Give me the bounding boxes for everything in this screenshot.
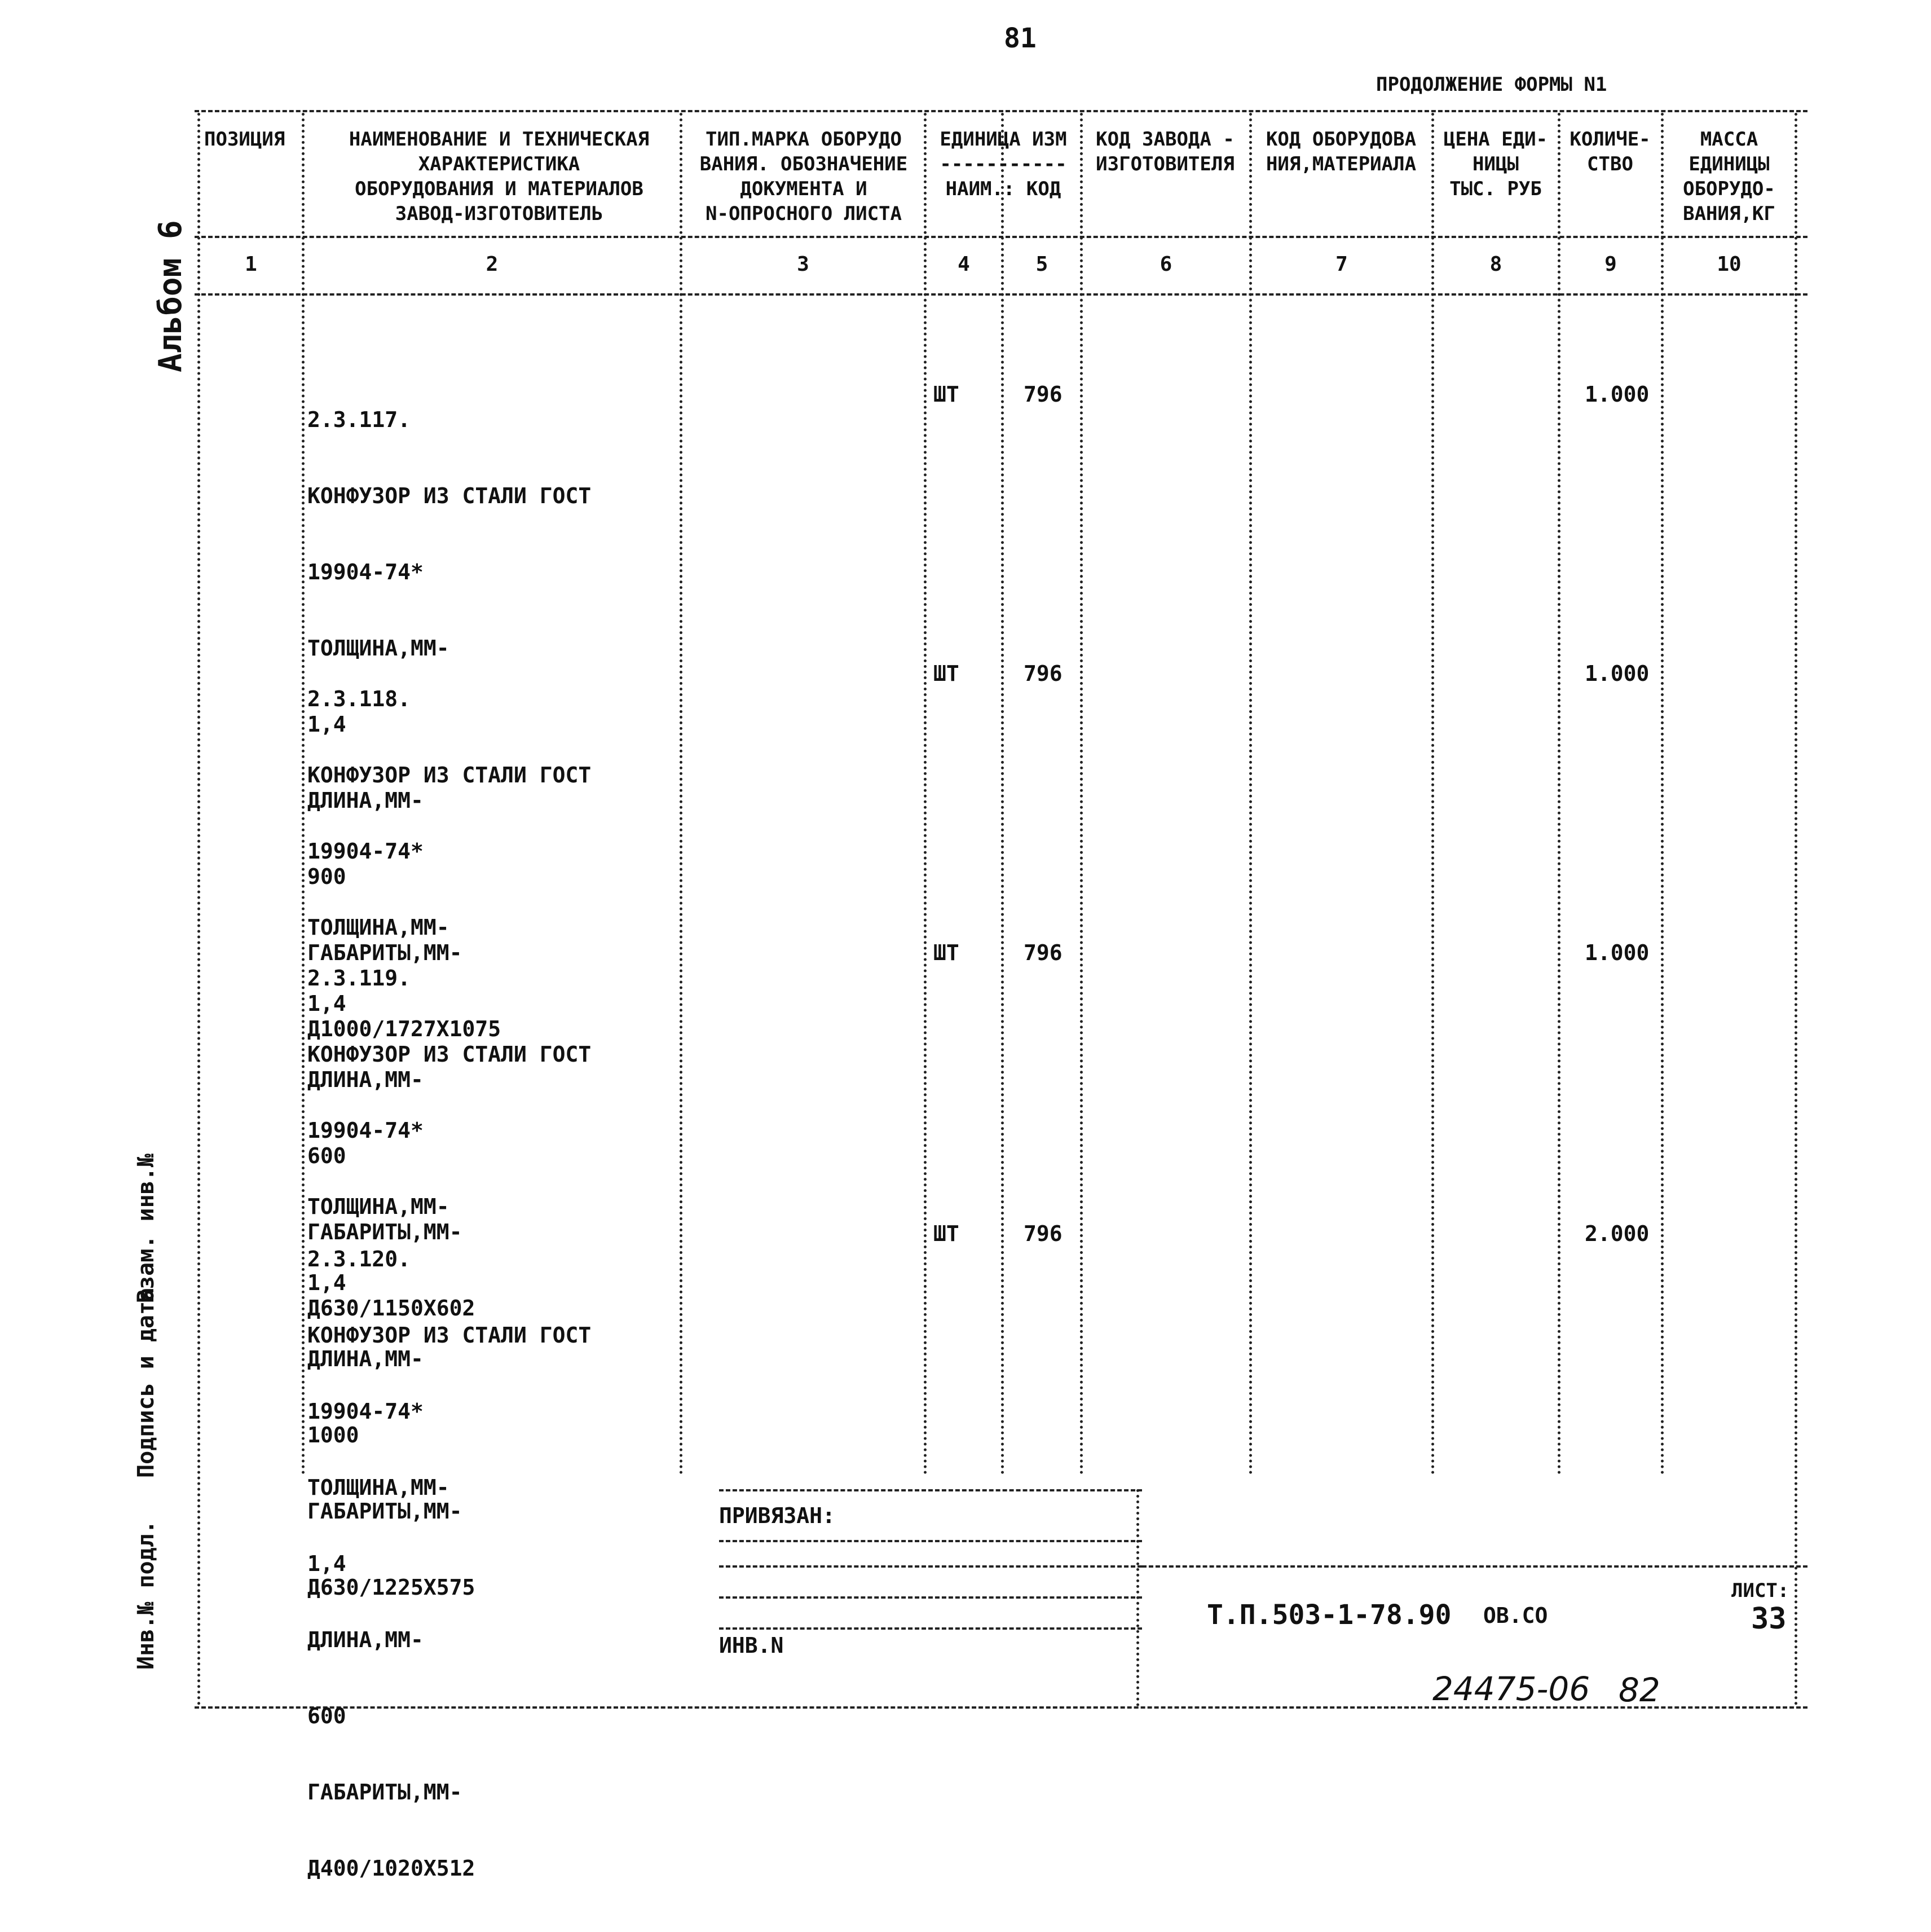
col-border-3: [924, 113, 927, 1475]
col-number-9: 9: [1604, 253, 1617, 276]
item-4-description: 2.3.120. КОНФУЗОР ИЗ СТАЛИ ГОСТ 19904-74* ТОЛЩИНА,ММ- 1,4 ДЛИНА,ММ- 600 ГАБАРИТЫ,ММ- Д400/1020Х512: [307, 1247, 592, 1881]
header-col10: МАССА ЕДИНИЦЫ ОБОРУДО- ВАНИЯ,КГ: [1683, 128, 1775, 225]
stamp-border: [1136, 1489, 1139, 1706]
continuation-title: ПРОДОЛЖЕНИЕ ФОРМЫ N1: [1376, 73, 1607, 96]
item-4-unit: ШТ: [933, 1221, 959, 1246]
col-number-2: 2: [486, 253, 499, 276]
stamp-rule-4: [719, 1596, 1142, 1599]
header-col1: ПОЗИЦИЯ: [204, 128, 285, 151]
col-border-10: [1795, 113, 1797, 1706]
archive-number: 24475-06: [1432, 1670, 1590, 1708]
col-number-5: 5: [1035, 253, 1048, 276]
item-3-unit: ШТ: [933, 940, 959, 965]
item-2-code: 796: [1024, 661, 1063, 686]
item-4-quantity: 2.000: [1585, 1221, 1650, 1246]
stamp-label-inv-podl: Инв.№ подл.: [133, 1520, 159, 1670]
item-2-quantity: 1.000: [1585, 661, 1650, 686]
col-border-0: [197, 113, 200, 1706]
header-col7: КОД ОБОРУДОВА НИЯ,МАТЕРИАЛА: [1266, 128, 1417, 175]
stamp-rule-1: [719, 1489, 1142, 1491]
col-border-5: [1080, 113, 1083, 1475]
col-number-10: 10: [1717, 253, 1742, 276]
archive-page: 82: [1619, 1671, 1660, 1709]
stamp-rule-3: [719, 1565, 1142, 1568]
stamp-label-sign: Подпись и дата: [133, 1287, 159, 1478]
header-col2: НАИМЕНОВАНИЕ И ТЕХНИЧЕСКАЯ ХАРАКТЕРИСТИКА ОБОРУДОВАНИЯ И МАТЕРИАЛОВ ЗАВОД-ИЗГОТОВИТЕЛЬ: [349, 128, 650, 225]
sheet-number: 33: [1751, 1602, 1787, 1636]
stamp-rule-title: [1142, 1565, 1807, 1568]
item-1-unit: ШТ: [933, 382, 959, 407]
col-number-8: 8: [1489, 253, 1502, 276]
col-number-6: 6: [1160, 253, 1172, 276]
stamp-rule-2: [719, 1540, 1142, 1542]
col-number-4: 4: [958, 253, 970, 276]
item-3-code: 796: [1024, 940, 1063, 965]
doc-suffix: ОВ.СО: [1483, 1603, 1548, 1628]
item-2-unit: ШТ: [933, 661, 959, 686]
item-3-quantity: 1.000: [1585, 940, 1650, 965]
col-border-1: [302, 113, 305, 1475]
item-1-quantity: 1.000: [1585, 382, 1650, 407]
col-border-7: [1431, 113, 1434, 1475]
album-label: Альбом 6: [152, 220, 189, 372]
header-col8: ЦЕНА ЕДИ- НИЦЫ ТЫС. РУБ: [1443, 128, 1548, 200]
item-3-description: 2.3.119. КОНФУЗОР ИЗ СТАЛИ ГОСТ 19904-74* ТОЛЩИНА,ММ- 1,4 ДЛИНА,ММ- 1000 ГАБАРИТЫ,ММ- Д630/1225Х575: [307, 966, 592, 1600]
col-border-6: [1249, 113, 1252, 1475]
header-col6: КОД ЗАВОДА - ИЗГОТОВИТЕЛЯ: [1096, 128, 1235, 175]
header-col3: ТИП.МАРКА ОБОРУДО ВАНИЯ. ОБОЗНАЧЕНИЕ ДОКУМЕНТА И N-ОПРОСНОГО ЛИСТА: [699, 128, 908, 225]
col-border-4: [1001, 113, 1004, 1475]
page-number: 81: [1004, 23, 1037, 54]
item-4-code: 796: [1024, 1221, 1063, 1246]
stamp-label-inv: Взам. инв.№: [133, 1154, 159, 1303]
rule-top: [195, 110, 1807, 112]
header-col45: ЕДИНИЦА ИЗМ ----------- НАИМ.: КОД: [940, 128, 1067, 200]
col-number-7: 7: [1335, 253, 1348, 276]
doc-code: Т.П.503-1-78.90: [1207, 1599, 1452, 1631]
col-border-8: [1558, 113, 1560, 1475]
col-border-2: [680, 113, 682, 1475]
item-1-code: 796: [1024, 382, 1063, 407]
inv-n-label: ИНВ.N: [719, 1633, 784, 1658]
col-border-9: [1661, 113, 1664, 1475]
item-1-description: 2.3.117. КОНФУЗОР ИЗ СТАЛИ ГОСТ 19904-74* ТОЛЩИНА,ММ- 1,4 ДЛИНА,ММ- 900 ГАБАРИТЫ,ММ- Д1000/1727Х1075: [307, 407, 592, 1041]
header-col9: КОЛИЧЕ- СТВО: [1570, 128, 1651, 175]
col-number-3: 3: [797, 253, 809, 276]
privyazan-label: ПРИВЯЗАН:: [719, 1503, 835, 1528]
item-2-description: 2.3.118. КОНФУЗОР ИЗ СТАЛИ ГОСТ 19904-74* ТОЛЩИНА,ММ- 1,4 ДЛИНА,ММ- 600 ГАБАРИТЫ,ММ- Д630/1150Х602: [307, 686, 592, 1321]
col-number-1: 1: [245, 253, 257, 276]
sheet-label: ЛИСТ:: [1731, 1579, 1789, 1602]
stamp-rule-5: [719, 1627, 1142, 1630]
